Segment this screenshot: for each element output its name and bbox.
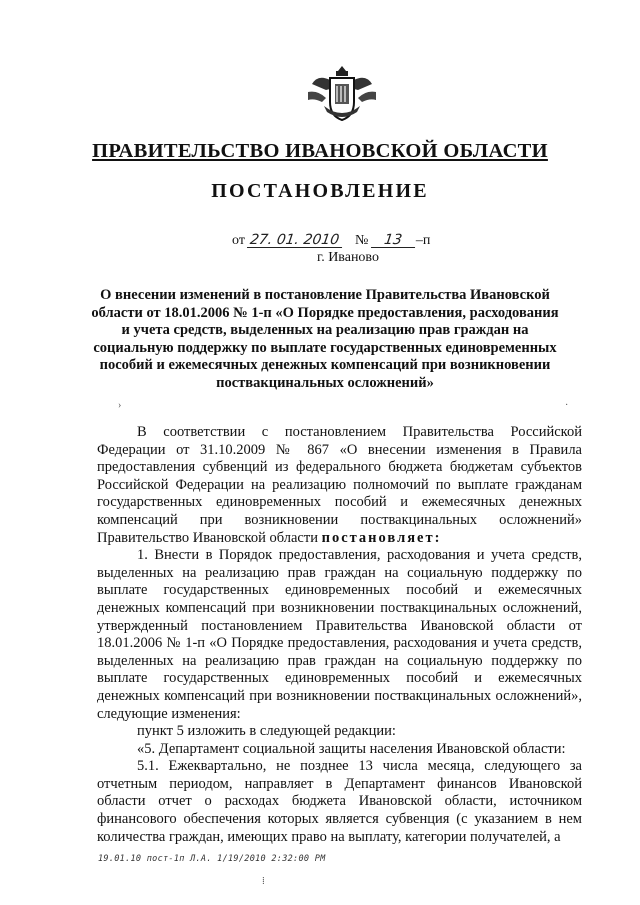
item-point5-paragraph: пункт 5 изложить в следующей редакции:: [137, 723, 396, 740]
item-1-paragraph: 1. Внести в Порядок предоставления, расходования и учета средств, выделенных на реализацию прав граждан на социальную поддержку по выплате государственных единовременных пособий и ежемесячных денежных компенсаций при возникновении поствакцинальных осложнений, утвержденный постановлением Правительства Ивановской области от 18.01.2006 № 1-п «О Порядке предоставления, расходования и учета средств, выделенных на реализацию прав граждан на социальную поддержку по выплате государственных единовременных пособий и ежемесячных денежных компенсаций при возникновении поствакцинальных осложнений», следующие изменения:: [97, 547, 582, 722]
date-prefix: от: [232, 233, 245, 248]
handwritten-number: 13: [371, 233, 417, 248]
document-type-heading: ПОСТАНОВЛЕНИЕ: [211, 180, 429, 202]
government-name-heading: ПРАВИТЕЛЬСТВО ИВАНОВСКОЙ ОБЛАСТИ: [92, 140, 548, 162]
resolution-body: [97, 424, 582, 846]
number-suffix: –п: [415, 233, 431, 248]
scan-speck: ·: [565, 400, 569, 411]
sub-5-1-paragraph: 5.1. Ежеквартально, не позднее 13 числа месяца, следующего за отчетным периодом, направляет в Департамент финансов Ивановской области отчет о расходах бюджета Ивановской области, источником финансового обеспечения которых является субвенция (с указанием в нем количества граждан, имеющих право на выплату, категории получателей, а: [97, 758, 582, 845]
preamble-text: В соответствии с постановлением Правительства Российской Федерации от 31.10.2009 № 867 «О внесении изменения в Правила предоставления субвенций из федерального бюджета бюджетам субъектов Российской Федерации на реализацию полномочий по выплате гражданам государственных единовременных пособий и ежемесячных денежных компенсаций при возникновении поствакцинальных осложнений» Правительство Ивановской области: [97, 424, 582, 546]
city-name: г. Иваново: [317, 250, 379, 265]
number-sign: №: [355, 233, 369, 248]
resolution-title: О внесении изменений в постановление Правительства Ивановской области от 18.01.2006 № 1-п «О Порядке предоставления, расходования и учета средств, выделенных на реализацию прав граждан на социальную поддержку по выплате государственных единовременных пособий и ежемесячных денежных компенсаций при возникновении поствакцинальных осложнений»: [91, 287, 559, 391]
coat-of-arms-emblem: [306, 62, 378, 124]
date-number-line: [232, 233, 430, 249]
preamble-paragraph: [97, 424, 582, 547]
quote-5-paragraph: «5. Департамент социальной защиты населения Ивановской области:: [137, 740, 566, 757]
scan-speck: ›: [118, 400, 122, 411]
scan-speck: ⁞: [262, 876, 265, 887]
file-footer-stamp: 19.01.10 пост-1п Л.А. 1/19/2010 2:32:00 PM: [98, 854, 326, 864]
handwritten-date: 27. 01. 2010: [247, 233, 344, 248]
decree-word: постановляет:: [321, 529, 442, 546]
